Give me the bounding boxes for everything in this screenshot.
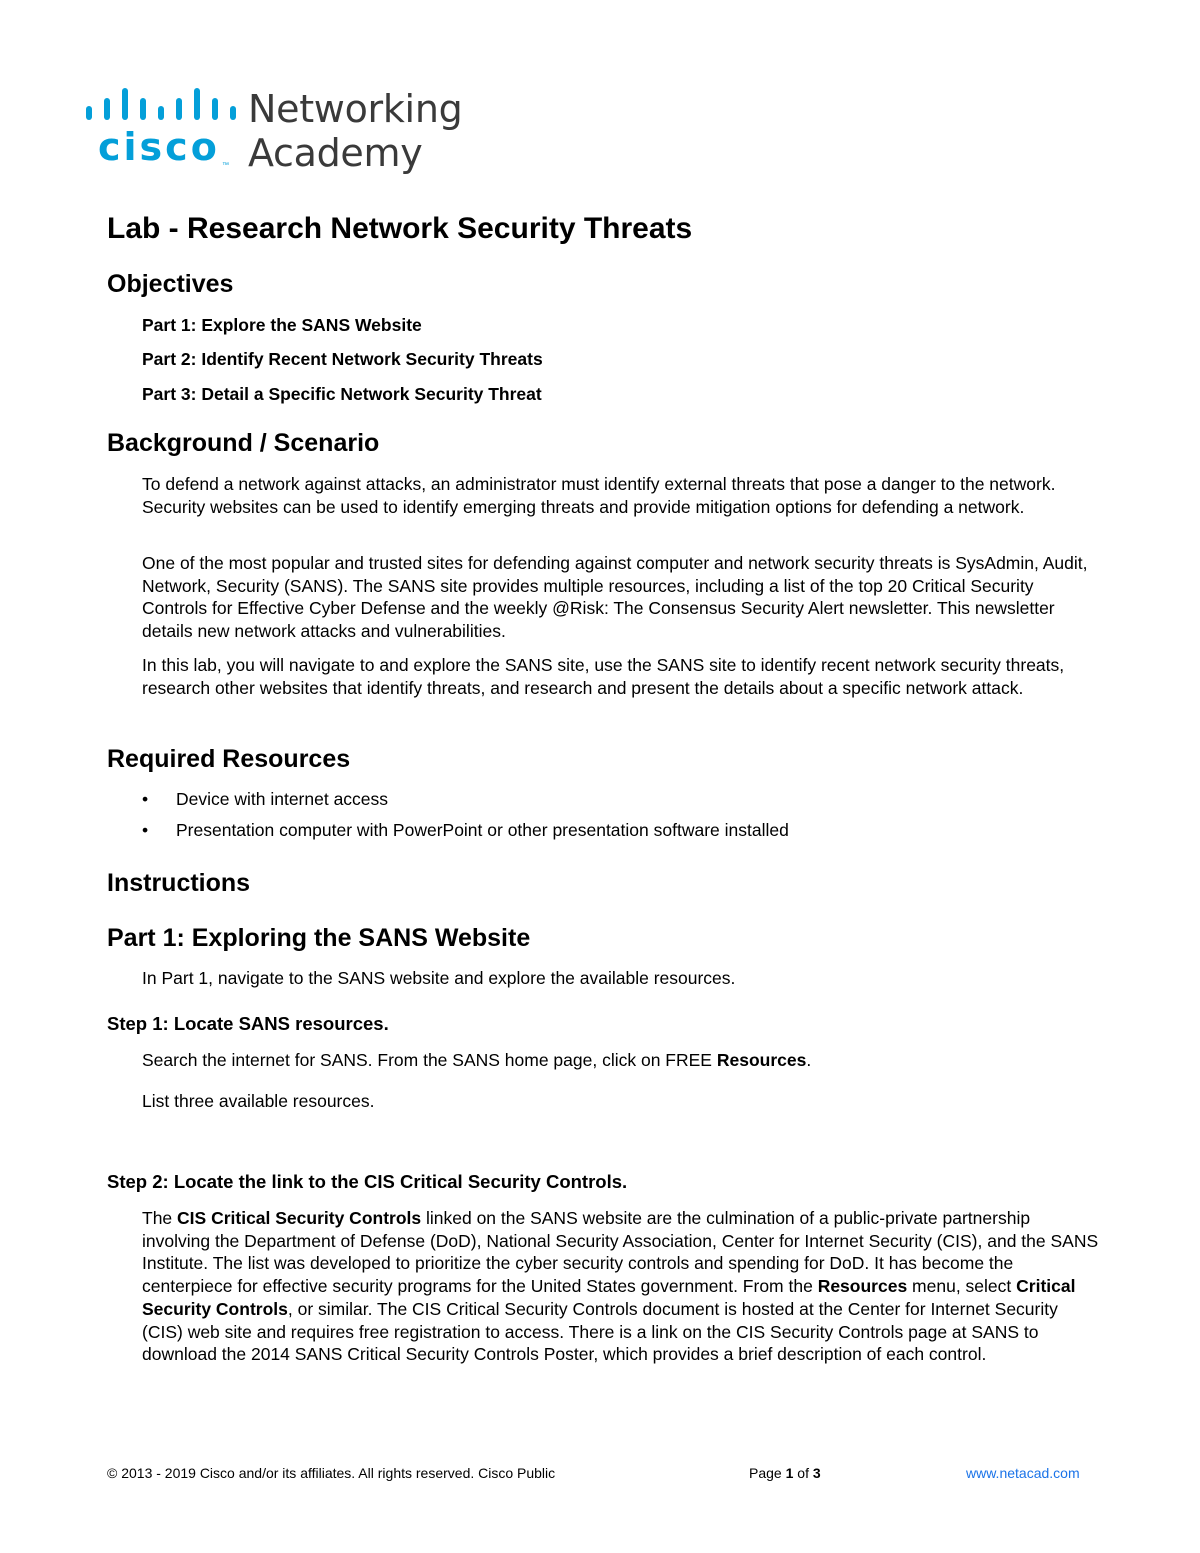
step-2-bold: Critical Security Controls — [142, 1276, 1076, 1319]
cisco-networking-academy-logo — [86, 88, 466, 180]
logo-line-1: Networking — [248, 87, 463, 131]
step-2-bold: CIS Critical Security Controls — [177, 1208, 422, 1228]
resources-heading: Required Resources — [107, 745, 351, 773]
resource-text: Device with internet access — [176, 789, 389, 809]
footer-copyright: © 2013 - 2019 Cisco and/or its affiliates. All rights reserved. Cisco Public — [107, 1465, 556, 1481]
objective-item: Part 3: Detail a Specific Network Security Threat — [142, 384, 542, 404]
page-current: 1 — [785, 1465, 794, 1481]
cisco-bars-icon — [86, 88, 236, 128]
step-2-heading: Step 2: Locate the link to the CIS Critical Security Controls. — [107, 1171, 628, 1192]
objectives-heading: Objectives — [107, 270, 234, 298]
footer-page-number — [749, 1465, 821, 1481]
step-1-text: Search the internet for SANS. From the SANS home page, click on FREE — [142, 1050, 717, 1070]
background-paragraph-1: To defend a network against attacks, an administrator must identify external threats that pose a danger to the network. Security websites can be used to identify emerging threats and provide mitigation options for defending a network. — [142, 474, 1056, 517]
background-heading: Background / Scenario — [107, 429, 380, 457]
step-1-instruction — [142, 1049, 1102, 1072]
bullet-icon: • — [142, 789, 149, 809]
background-paragraph-3: In this lab, you will navigate to and explore the SANS site, use the SANS site to identify recent network security threats, research other websites that identify threats, and research and present the details about a specific network attack. — [142, 655, 1065, 698]
step-2-text: menu, select — [907, 1276, 1017, 1297]
objective-item: Part 2: Identify Recent Network Security Threats — [142, 349, 543, 369]
step-2-bold: Resources — [817, 1276, 908, 1297]
page-total: 3 — [812, 1465, 821, 1481]
instructions-heading: Instructions — [107, 869, 251, 897]
footer-netacad-link[interactable]: www.netacad.com — [966, 1465, 1080, 1481]
step-2-text: linked on the SANS website are the culmination of a public-private partnership involving the Department of Defense (DoD), National Security Association, Center for Internet Security (CIS), and the SANS Institute. The list was developed to prioritize the cyber security controls and spending for DoD. It has become the centerpiece for effective security programs for the United States government. From the — [142, 1208, 1099, 1297]
step-1-question: List three available resources. — [142, 1091, 375, 1111]
resources-menu-label: Resources — [716, 1050, 807, 1070]
step-2-text: The — [142, 1208, 178, 1228]
resource-text: Presentation computer with PowerPoint or other presentation software installed — [176, 820, 789, 840]
step-1-heading: Step 1: Locate SANS resources. — [107, 1013, 389, 1034]
step-2-text: , or similar. The CIS Critical Security Controls document is hosted at the Center for Internet Security (CIS) web site and requires free registration to access. There is a link on the CIS Security Controls page at SANS to download the 2014 SANS Critical Security Controls Poster, which provides a brief description of each control. — [142, 1298, 1058, 1365]
part-1-intro: In Part 1, navigate to the SANS website and explore the available resources. — [142, 968, 736, 988]
step-1-period: . — [806, 1050, 812, 1070]
step-2-paragraph — [142, 1207, 1102, 1366]
page-label: Page — [749, 1465, 786, 1481]
bullet-icon: • — [142, 820, 149, 840]
part-1-heading: Part 1: Exploring the SANS Website — [107, 924, 531, 952]
background-paragraph-2: One of the most popular and trusted sites for defending against computer and network security threats is SysAdmin, Audit, Network, Security (SANS). The SANS site provides multiple resources, including a list of the top 20 Critical Security Controls for Effective Cyber Defense and the weekly @Risk: The Consensus Security Alert newsletter. This newsletter details new network attacks and vulnerabilities. — [142, 553, 1088, 642]
page-of-label: of — [793, 1465, 813, 1481]
logo-line-2: Academy — [248, 131, 423, 175]
page-title: Lab - Research Network Security Threats — [107, 212, 693, 245]
logo-brand: cisco — [98, 125, 220, 169]
logo-trademark: ™ — [222, 162, 229, 169]
objective-item: Part 1: Explore the SANS Website — [142, 315, 422, 335]
